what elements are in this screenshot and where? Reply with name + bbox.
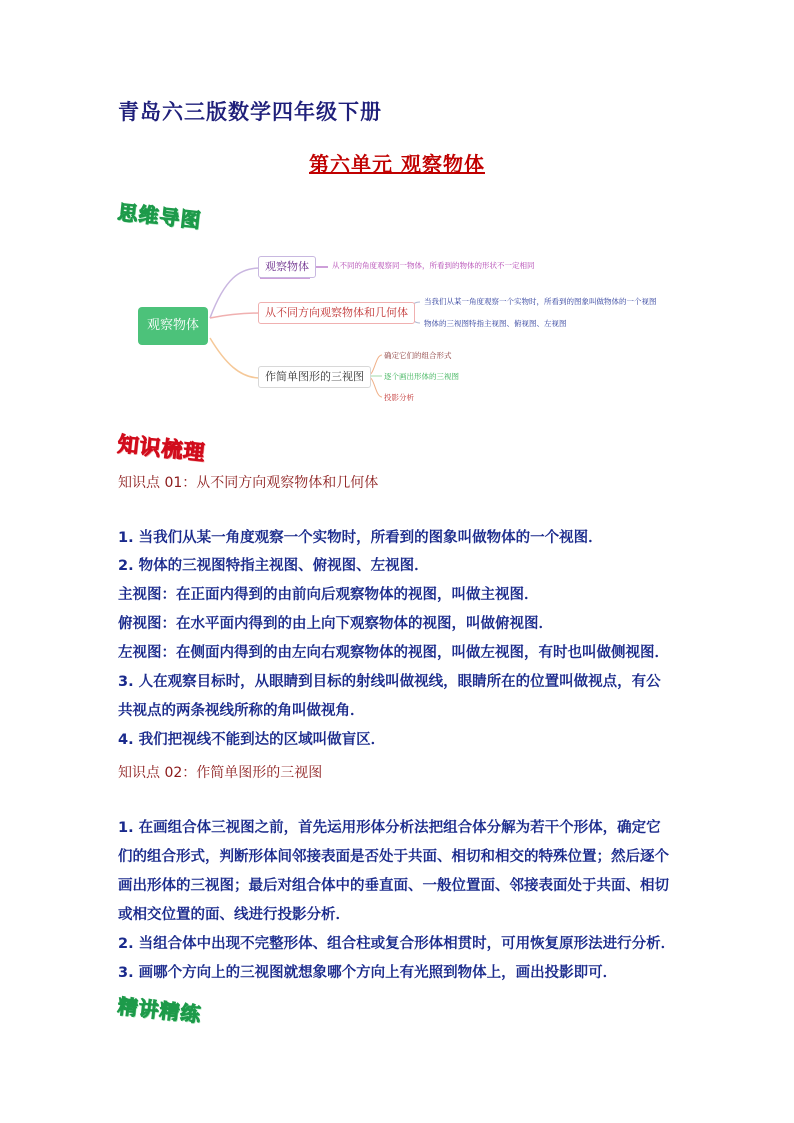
mind-map-note: 当我们从某一角度观察一个实物时，所看到的图象叫做物体的一个视图	[424, 297, 657, 306]
kp2-line: 们的组合形式，判断形体间邻接表面是否处于共面、相切和相交的特殊位置；然后逐个	[118, 849, 669, 865]
mind-map	[130, 238, 690, 418]
kp2-line: 3. 画哪个方向上的三视图就想象哪个方向上有光照到物体上，画出投影即可．	[118, 965, 618, 981]
kp1-line: 共视点的两条视线所称的角叫做视角．	[118, 703, 365, 719]
kp2-line: 1. 在画组合体三视图之前，首先运用形体分析法把组合体分解为若干个形体，确定它	[118, 820, 661, 836]
kp2-line: 或相交位置的面、线进行投影分析．	[118, 907, 350, 923]
kp2-line: 2. 当组合体中出现不完整形体、组合柱或复合形体相贯时，可用恢复原形法进行分析．	[118, 936, 676, 952]
book-title: 青岛六三版数学四年级下册	[118, 99, 382, 124]
kp1-line: 俯视图：在水平面内得到的由上向下观察物体的视图，叫做俯视图．	[118, 616, 553, 632]
knowledge-point-heading: 知识点 01：从不同方向观察物体和几何体	[118, 475, 379, 491]
section-knowledge: 知识梳理	[116, 432, 207, 466]
mind-map-branch-2: 从不同方向观察物体和几何体	[258, 302, 415, 324]
knowledge-point-heading: 知识点 02：作简单图形的三视图	[118, 765, 323, 781]
kp1-line: 4. 我们把视线不能到达的区域叫做盲区．	[118, 732, 386, 748]
mind-map-branch-3: 作简单图形的三视图	[258, 366, 371, 388]
kp1-line: 主视图：在正面内得到的由前向后观察物体的视图，叫做主视图．	[118, 587, 539, 603]
mind-map-note: 从不同的角度观察同一物体，所看到的物体的形状不一定相同	[332, 261, 535, 270]
kp2-line: 画出形体的三视图；最后对组合体中的垂直面、一般位置面、邻接表面处于共面、相切	[118, 878, 669, 894]
mind-map-root: 观察物体	[138, 307, 208, 345]
kp1-line: 1. 当我们从某一角度观察一个实物时，所看到的图象叫做物体的一个视图．	[118, 530, 603, 546]
unit-title	[0, 148, 794, 177]
mind-map-branch-1: 观察物体	[258, 256, 316, 278]
section-practice: 精讲精练	[116, 994, 203, 1027]
kp1-line: 3. 人在观察目标时，从眼睛到目标的射线叫做视线，眼睛所在的位置叫做视点，有公	[118, 674, 661, 690]
mind-map-note: 逐个画出形体的三视图	[384, 372, 459, 381]
unit-title-text: 第六单元 观察物体	[309, 152, 485, 176]
kp1-line: 2. 物体的三视图特指主视图、俯视图、左视图．	[118, 558, 429, 574]
section-mind-map: 思维导图	[116, 200, 203, 233]
kp1-line: 左视图：在侧面内得到的由左向右观察物体的视图，叫做左视图，有时也叫做侧视图．	[118, 645, 669, 661]
mind-map-note: 投影分析	[384, 393, 414, 402]
mind-map-note: 确定它们的组合形式	[384, 351, 452, 360]
mind-map-note: 物体的三视图特指主视图、俯视图、左视图	[424, 319, 567, 328]
